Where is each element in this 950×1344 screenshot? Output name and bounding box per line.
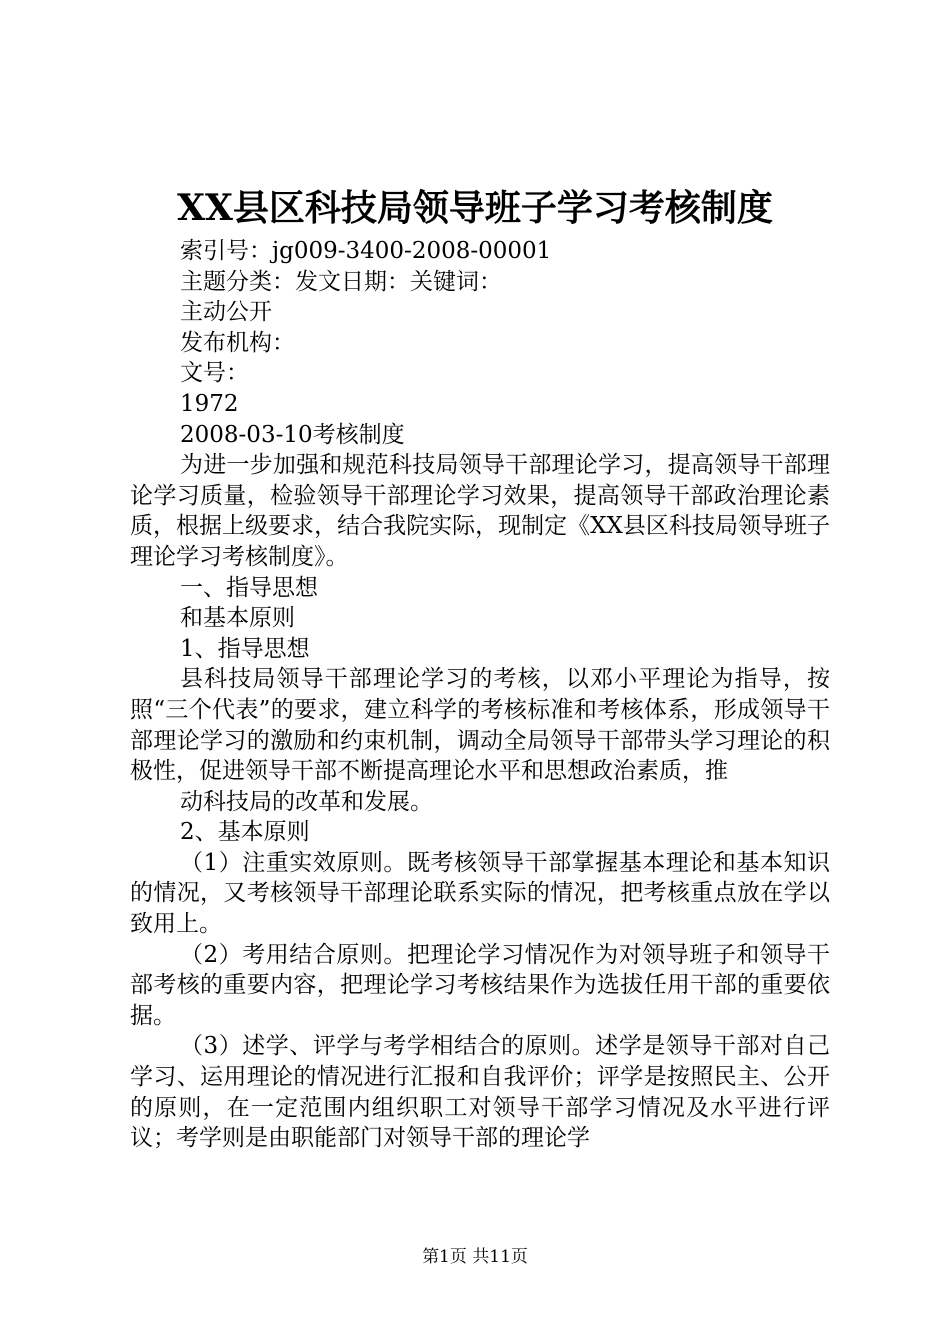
- paragraph-principle-3: （3）述学、评学与考学相结合的原则。述学是领导干部对自己学习、运用理论的情况进行汇报和自我评价；评学是按照民主、公开的原则，在一定范围内组织职工对领导干部学习情况及水平进行评议；考学则是由职能部门对领导干部的理论学: [130, 1033, 830, 1152]
- subsection-heading-guiding-thought: 1、指导思想: [180, 635, 310, 662]
- meta-number-value: 1972: [180, 390, 239, 417]
- section-heading-1-cont: 和基本原则: [180, 605, 295, 632]
- meta-issuing-agency: 发布机构：: [180, 329, 295, 356]
- paragraph-guiding-thought-cont: 动科技局的改革和发展。: [180, 788, 433, 815]
- paragraph-guiding-thought: 县科技局领导干部理论学习的考核，以邓小平理论为指导，按照“三个代表”的要求，建立科学的考核标准和考核体系，形成领导干部理论学习的激励和约束机制，调动全局领导干部带头学习理论的积极性，促进领导干部不断提高理论水平和思想政治素质，推: [130, 666, 830, 785]
- meta-category-date-keywords: 主题分类：发文日期：关键词：: [180, 268, 502, 295]
- document-body: [130, 236, 830, 1154]
- document-title: XX县区科技局领导班子学习考核制度: [177, 187, 773, 229]
- subsection-heading-principles: 2、基本原则: [180, 819, 310, 846]
- meta-date: 2008-03-10考核制度: [180, 421, 405, 448]
- page-footer: 第1页 共11页: [422, 1247, 528, 1267]
- paragraph-principle-1: （1）注重实效原则。既考核领导干部掌握基本理论和基本知识的情况，又考核领导干部理论联系实际的情况，把考核重点放在学以致用上。: [130, 849, 830, 938]
- paragraph-principle-2: （2）考用结合原则。把理论学习情况作为对领导班子和领导干部考核的重要内容，把理论学习考核结果作为选拔任用干部的重要依据。: [130, 941, 830, 1029]
- section-heading-1: 一、指导思想: [180, 574, 318, 601]
- meta-document-number: 文号：: [180, 360, 249, 387]
- meta-disclosure: 主动公开: [180, 299, 272, 326]
- paragraph-intro: 为进一步加强和规范科技局领导干部理论学习，提高领导干部理论学习质量，检验领导干部理论学习效果，提高领导干部政治理论素质，根据上级要求，结合我院实际，现制定《XX县区科技局领导班子理论学习考核制度》。: [130, 452, 830, 570]
- meta-index-number: 索引号：jg009-3400-2008-00001: [180, 238, 552, 264]
